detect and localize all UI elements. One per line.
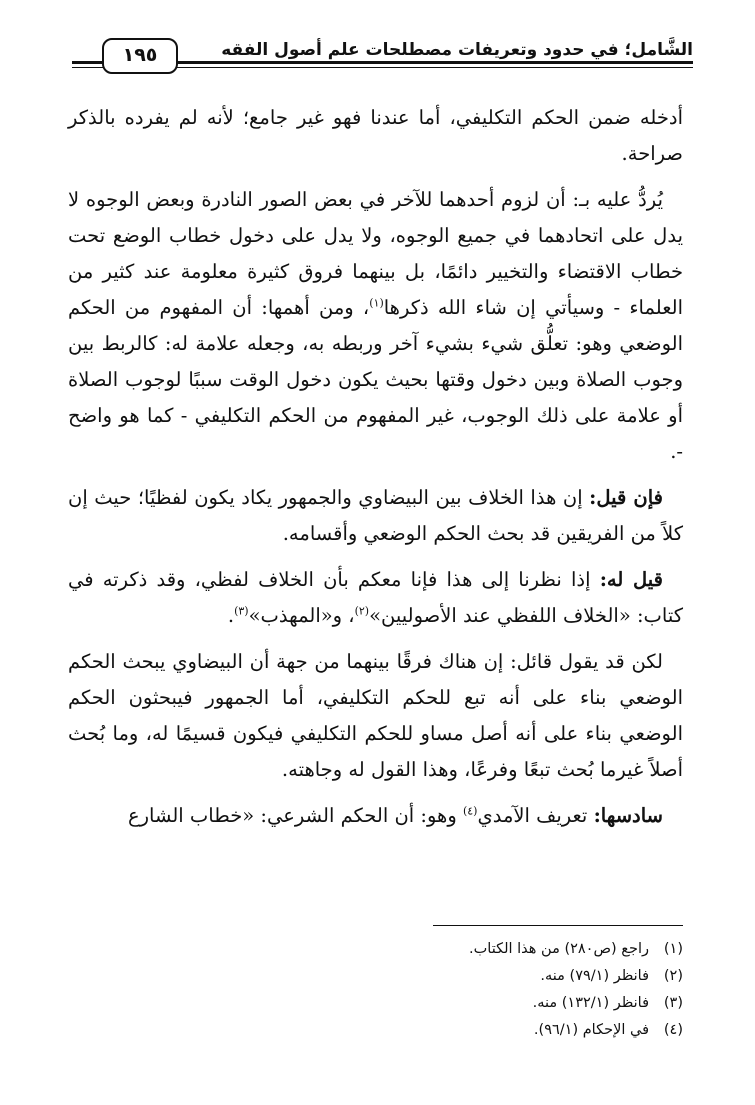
paragraph-6-part-a: تعريف الآمدي xyxy=(477,804,588,827)
footnote-ref-4: (٤) xyxy=(462,804,478,818)
footnote-2 xyxy=(53,965,683,988)
footnote-text: فانظر (١٣٢/١) منه. xyxy=(532,995,649,1011)
paragraph-4-part-c: . xyxy=(227,604,235,627)
paragraph-2-part-b: ، ومن أهمها: أن المفهوم من الحكم الوضعي وهو: تعلُّق شيء بشيء آخر وربطه به، وجعله علامة له: كالربط بين وجوب الصلاة وبين دخول وقتها بحيث يكون دخول الوقت سببًا لوجوب الصلاة أو علامة على ذلك الوجوب، غير المفهوم من الحكم التكليفي - كما هو واضح -. xyxy=(68,296,683,463)
footnote-1 xyxy=(53,938,683,961)
paragraph-3 xyxy=(68,480,683,552)
footnote-text: فانظر (٧٩/١) منه. xyxy=(540,968,649,984)
paragraph-3-lead: فإن قيل: xyxy=(589,486,664,509)
footnote-number: (١) xyxy=(663,941,683,957)
paragraph-1: أدخله ضمن الحكم التكليفي، أما عندنا فهو غير جامع؛ لأنه لم يفرده بالذكر صراحة. xyxy=(68,106,683,165)
paragraph-4-part-a: إذا نظرنا إلى هذا فإنا معكم بأن الخلاف لفظي، وقد ذكرته في كتاب: «الخلاف اللفظي عند الأصوليين» xyxy=(68,568,683,627)
footnote-text: راجع (ص٢٨٠) من هذا الكتاب. xyxy=(469,941,649,957)
page-number: ١٩٥ xyxy=(102,38,178,74)
footnotes xyxy=(53,925,683,1046)
paragraph-6-lead: سادسها: xyxy=(593,804,663,827)
footnote-number: (٢) xyxy=(663,968,683,984)
footnote-4 xyxy=(53,1019,683,1042)
page-header xyxy=(72,38,693,78)
paragraph-2 xyxy=(68,182,683,470)
footnote-text: في الإحكام (٩٦/١). xyxy=(533,1022,649,1038)
running-title: الشَّامل؛ في حدود وتعريفات مصطلحات علم أصول الفقه xyxy=(221,40,693,60)
paragraph-4-part-b: ، و«المهذب» xyxy=(248,604,355,627)
footnote-number: (٣) xyxy=(663,995,683,1011)
paragraph-2-part-a: يُردُّ عليه بـ: أن لزوم أحدهما للآخر في بعض الصور النادرة وبعض الوجوه لا يدل على اتحادهما في جميع الوجوه، ولا يدل على دخول خطاب الوضع تحت خطاب الاقتضاء والتخيير دائمًا، بل بينهما فروق كثيرة معلومة عند كثير من العلماء - وسيأتي إن شاء الله ذكرها xyxy=(68,188,683,319)
paragraph-4-lead: قيل له: xyxy=(599,568,663,591)
paragraph-5: لكن قد يقول قائل: إن هناك فرقًا بينهما من جهة أن البيضاوي يبحث الحكم الوضعي بناء على أنه تبع للحكم التكليفي، أما الجمهور فيبحثون الحكم الوضعي بناء على أنه أصل مساو للحكم التكليفي فيكون قسيمًا له، وما بُحث أصلاً غيرما بُحث تبعًا وفرعًا، وهذا القول له وجاهته. xyxy=(68,650,683,781)
paragraph-6-part-b: وهو: أن الحكم الشرعي: «خطاب الشارع xyxy=(127,804,457,827)
paragraph-6 xyxy=(68,798,683,834)
footnote-ref-3: (٣) xyxy=(234,604,249,618)
paragraph-3-text: إن هذا الخلاف بين البيضاوي والجمهور يكاد يكون لفظيًا؛ حيث إن كلاً من الفريقين قد بحث الحكم الوضعي وأقسامه. xyxy=(68,486,683,545)
footnote-3 xyxy=(53,992,683,1015)
footnote-separator xyxy=(433,925,683,926)
footnote-number: (٤) xyxy=(663,1022,683,1038)
body-text xyxy=(68,100,683,844)
footnote-ref-2: (٢) xyxy=(354,604,370,618)
footnote-ref-1: (١) xyxy=(369,296,384,310)
paragraph-4 xyxy=(68,562,683,634)
